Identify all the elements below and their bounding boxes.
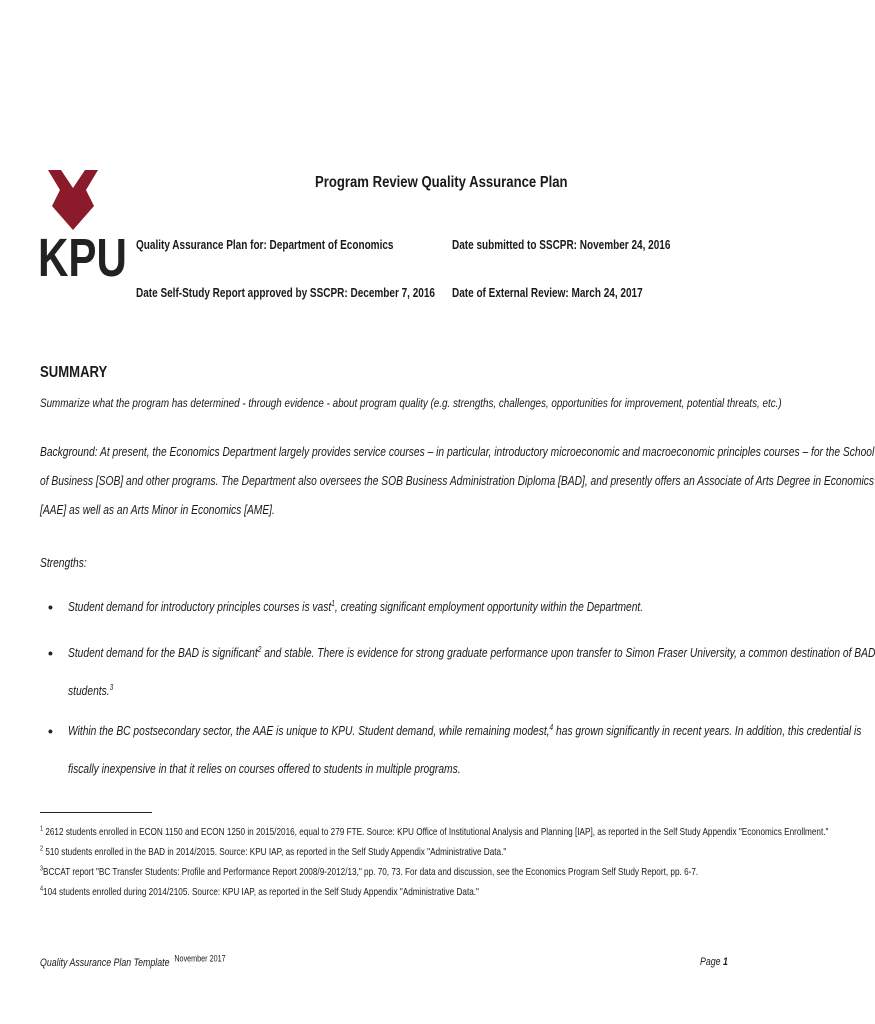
bullet-text: fiscally inexpensive in that it relies on courses offered to students in multiple programs. (68, 762, 461, 776)
summary-instructions: Summarize what the program has determined - through evidence - about program quality (e.g. strengths, challenges, opportunities for improvement, potential threats, etc.) (40, 396, 782, 410)
footer-date: November 2017 (174, 953, 226, 964)
bullet-text: has grown significantly in recent years. In addition, this credential is (553, 724, 862, 738)
footer-page (700, 956, 728, 968)
footnote-text: BCCAT report "BC Transfer Students: Profile and Performance Report 2008/9-2012/13," pp. 70, 73. For data and discussion, see the Economics Program Self Study Report, pp. 6-7. (43, 866, 699, 878)
background-line: Background: At present, the Economics Department largely provides service courses – in particular, introductory microeconomic and macroeconomic principles courses – for the School (40, 445, 875, 459)
background-paragraph (40, 438, 875, 525)
background-line: of Business [SOB] and other programs. The Department also oversees the SOB Business Administration Diploma [BAD], and presently offers an Associate of Arts Degree in Economics (40, 474, 875, 488)
footer-template-name: Quality Assurance Plan Template (40, 957, 170, 969)
strength-bullet-3 (68, 712, 862, 788)
footnote-3 (40, 866, 698, 878)
bullet-text: Student demand for the BAD is significant (68, 646, 258, 660)
plan-for: Quality Assurance Plan for: Department of Economics (136, 238, 394, 252)
strength-bullet-2 (68, 634, 875, 710)
bullet-line (68, 672, 740, 710)
page-number: 1 (723, 956, 728, 968)
date-approved: Date Self-Study Report approved by SSCPR: December 7, 2016 (136, 286, 435, 300)
strengths-label: Strengths: (40, 556, 87, 570)
footnote-ref: 4 (549, 722, 554, 732)
footnote-ref: 2 (257, 644, 262, 654)
footnote-divider (40, 812, 152, 813)
bullet-text: , creating significant employment opportunity within the Department. (334, 600, 644, 614)
background-line: [AAE] as well as an Arts Minor in Economics [AME]. (40, 503, 275, 517)
footnote-text: 2612 students enrolled in ECON 1150 and ECON 1250 in 2015/2016, equal to 279 FTE. Source: KPU Office of Institutional Analysis and Planning [IAP], as reported in the Self Study Appendix "Economics Enrollment." (43, 826, 829, 838)
page-label: Page (700, 956, 721, 968)
footnote-number: 1 (40, 825, 44, 833)
footnote-ref: 3 (109, 682, 114, 692)
bullet-text: students. (68, 684, 110, 698)
bullet-line (68, 712, 862, 750)
logo-chevron (48, 170, 98, 230)
footnote-text: 510 students enrolled in the BAD in 2014/2015. Source: KPU IAP, as reported in the Self Study Appendix "Administrative Data." (43, 846, 507, 858)
page-title: Program Review Quality Assurance Plan (315, 174, 568, 191)
bullet-line (68, 634, 875, 672)
footnote-4 (40, 886, 479, 898)
bullet-line (68, 750, 740, 788)
footnote-text: 104 students enrolled during 2014/2105. Source: KPU IAP, as reported in the Self Study Appendix "Administrative Data." (43, 886, 479, 898)
footnote-number: 2 (40, 845, 44, 853)
bullet-marker: • (48, 599, 53, 615)
logo-wordmark: KPU (38, 228, 127, 288)
bullet-marker: • (48, 723, 53, 739)
bullet-text: Within the BC postsecondary sector, the AAE is unique to KPU. Student demand, while remaining modest, (68, 724, 550, 738)
bullet-text: Student demand for introductory principles courses is vast (68, 600, 332, 614)
bullet-text: and stable. There is evidence for strong graduate performance upon transfer to Simon Fraser University, a common destination of BAD (261, 646, 875, 660)
bullet-marker: • (48, 645, 53, 661)
bullet-line (68, 588, 740, 626)
summary-heading: SUMMARY (40, 364, 108, 381)
footnote-2 (40, 846, 506, 858)
footnote-ref: 1 (331, 598, 335, 608)
footnote-1 (40, 826, 828, 838)
footnote-number: 3 (40, 865, 44, 873)
footer-template (40, 953, 226, 969)
footnote-number: 4 (40, 885, 44, 893)
date-external-review: Date of External Review: March 24, 2017 (452, 286, 643, 300)
date-submitted: Date submitted to SSCPR: November 24, 2016 (452, 238, 671, 252)
strength-bullet-1 (68, 588, 740, 626)
